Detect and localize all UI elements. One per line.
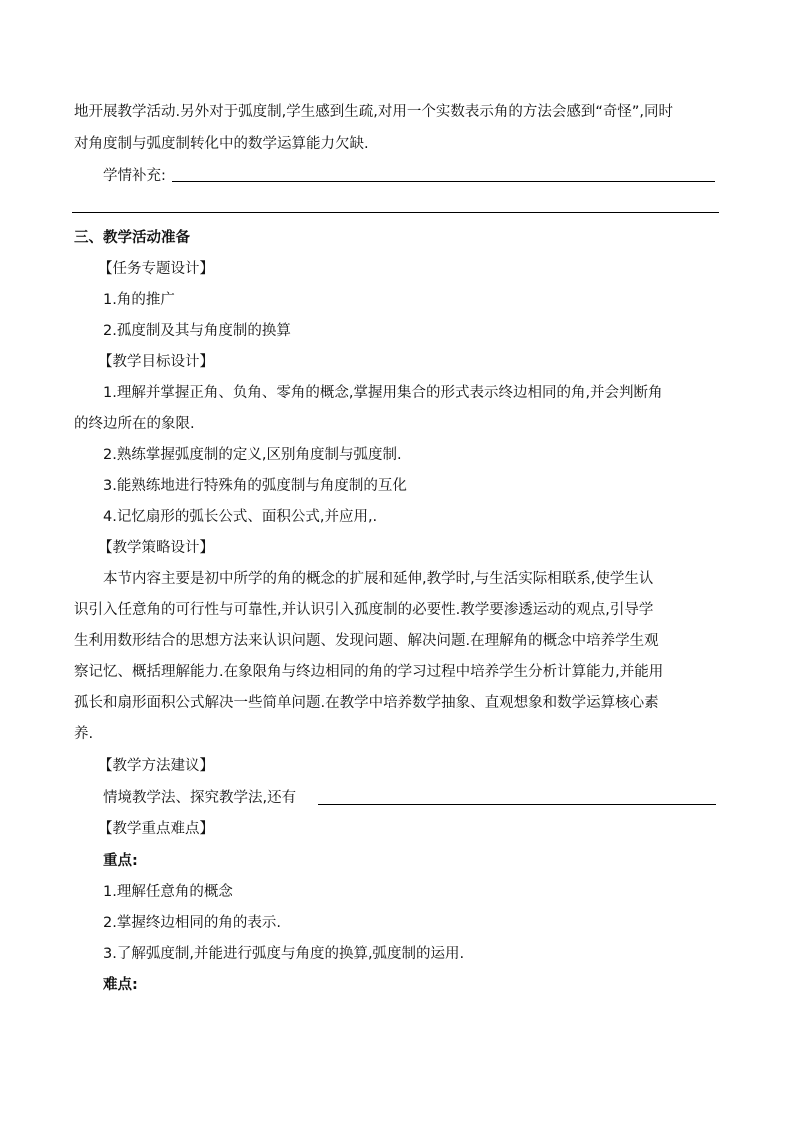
intro-line-2: 对角度制与弧度制转化中的数学运算能力欠缺. [74,136,369,152]
task-item-2: 2.孤度制及其与角度制的换算 [103,323,291,339]
method-blank-line[interactable] [318,804,716,805]
strategy-line-6: 养. [74,726,94,742]
strategy-line-4: 察记忆、概括理解能力.在象限角与终边相同的角的学习过程中培养学生分析计算能力,并能用 [74,664,664,680]
method-suggestion-heading: 【教学方法建议】 [98,758,214,774]
goal-item-3: 3.能熟练地进行特殊角的弧度制与角度制的互化 [103,478,407,494]
strategy-line-2: 识引入任意角的可行性与可靠性,并认识引入孤度制的必要性.教学要渗透运动的观点,引导学 [74,602,654,618]
section-heading: 三、教学活动准备 [74,230,190,246]
goal-item-2: 2.熟练掌握弧度制的定义,区别角度制与弧度制. [103,447,402,463]
goal-item-1-line-1: 1.理解并掌握正角、负角、零角的概念,掌握用集合的形式表示终边相同的角,并会判断角 [103,385,663,401]
task-item-1: 1.角的推广 [103,292,175,308]
task-design-heading: 【任务专题设计】 [98,261,214,277]
strategy-line-1: 本节内容主要是初中所学的角的概念的扩展和延伸,教学时,与生活实际相联系,使学生认 [103,571,654,587]
goal-item-1-line-2: 的终边所在的象限. [74,416,195,432]
goal-item-4: 4.记忆扇形的弧长公式、面积公式,并应用,. [103,509,378,525]
strategy-design-heading: 【教学策略设计】 [98,540,214,556]
method-suggestion-text: 情境教学法、探究教学法,还有 [103,790,297,806]
key-label: 重点: [103,853,138,869]
goal-design-heading: 【教学目标设计】 [98,354,214,370]
supplement-blank-line[interactable] [172,181,715,182]
intro-line-1: 地开展教学活动.另外对于弧度制,学生感到生疏,对用一个实数表示角的方法会感到“奇怪”,同时 [74,104,673,120]
key-points-heading: 【教学重点难点】 [98,821,214,837]
key-item-3: 3.了解弧度制,并能进行弧度与角度的换算,弧度制的运用. [103,946,465,962]
strategy-line-3: 生利用数形结合的思想方法来认识问题、发现问题、解决问题.在理解角的概念中培养学生观 [74,633,659,649]
strategy-line-5: 孤长和扇形面积公式解决一些简单问题.在教学中培养数学抽象、直观想象和数学运算核心素 [74,695,659,711]
key-item-1: 1.理解任意角的概念 [103,884,233,900]
supplement-label: 学情补充: [103,168,166,184]
key-item-2: 2.掌握终边相同的角的表示. [103,915,281,931]
difficulty-label: 难点: [103,977,138,993]
supplement-blank-line-2[interactable] [72,212,719,213]
